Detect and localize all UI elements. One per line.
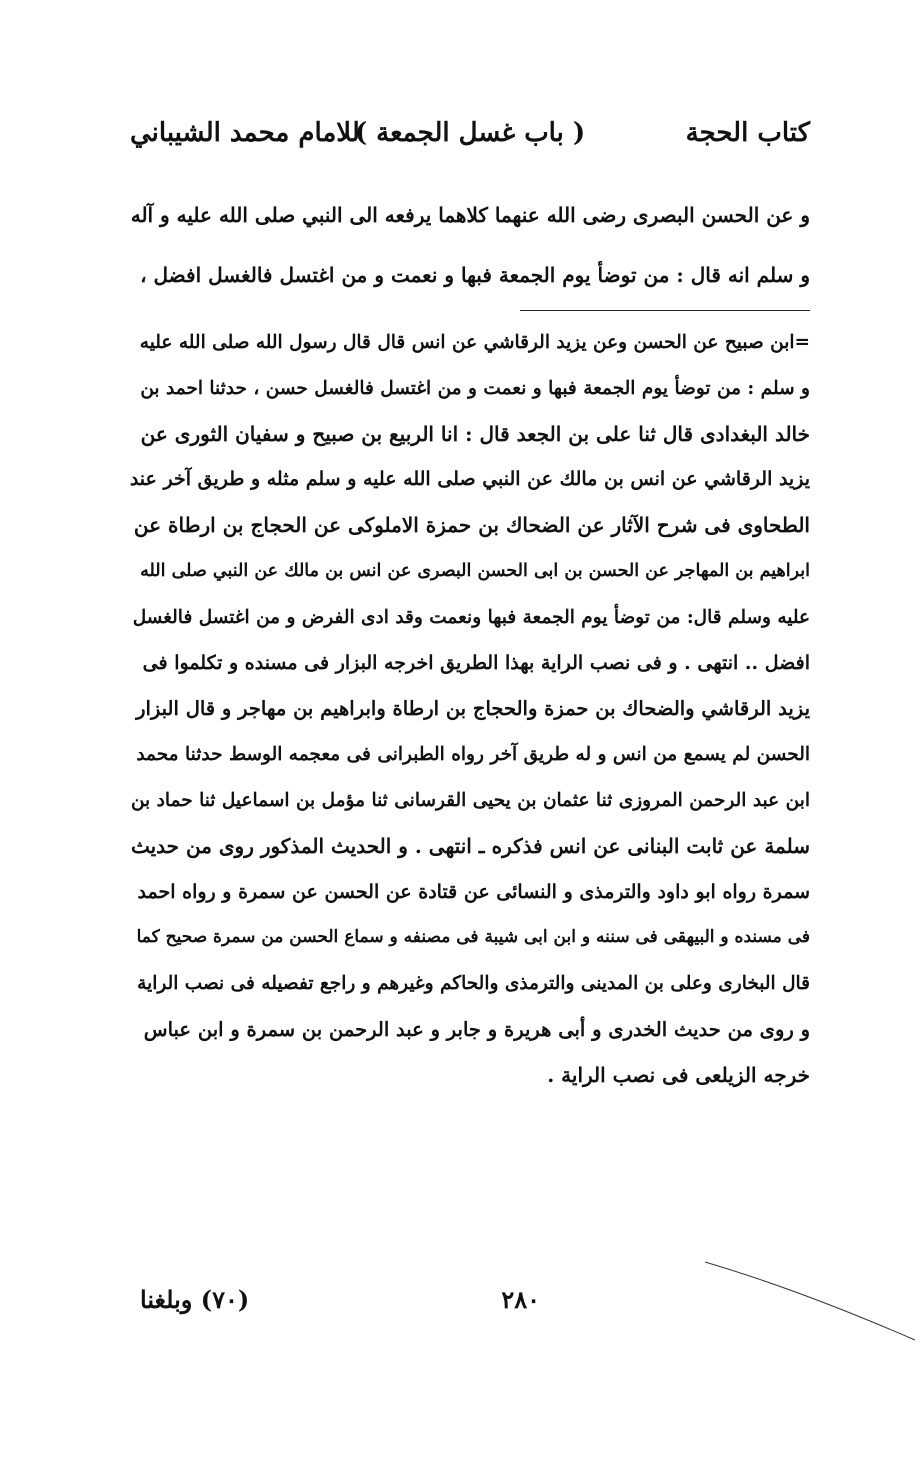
- footnote-line: الحسن لم يسمع من انس و له طريق آخر رواه الطبرانى فى معجمه الوسط حدثنا محمد: [136, 744, 810, 766]
- footnote-line: يزيد الرقاشي عن انس بن مالك عن النبي صلى الله عليه و سلم مثله و طريق آخر عند: [130, 468, 810, 491]
- footnote-line: عليه وسلم قال: من توضأ يوم الجمعة فبها ونعمت وقد ادى الفرض و من اغتسل فالغسل: [132, 606, 810, 628]
- catchword: (٧٠) وبلغنا: [140, 1285, 250, 1314]
- footnote-line: سلمة عن ثابت البنانى عن انس فذكره ـ انتهى . و الحديث المذكور روى من حديث: [130, 833, 810, 858]
- main-text-line: و عن الحسن البصرى رضى الله عنهما كلاهما يرفعه الى النبي صلى الله عليه و آله: [130, 203, 810, 227]
- footnote-line: قال البخارى وعلى بن المدينى والترمذى والحاكم وغيرهم و راجع تفصيله فى نصب الراية: [137, 973, 810, 995]
- author-name: للامام محمد الشيباني: [130, 118, 360, 148]
- main-text-line: و سلم انه قال : من توضأ يوم الجمعة فبها و نعمت و من اغتسل فالغسل افضل ،: [140, 263, 810, 287]
- footnote-line: فى مسنده و البيهقى فى سننه و ابن ابى شيبة فى مصنفه و سماع الحسن من سمرة صحيح كما: [136, 927, 810, 948]
- footnote-line: يزيد الرقاشي والضحاك بن حمزة والحجاج بن ارطاة وابراهيم بن مهاجر و قال البزار: [136, 697, 810, 721]
- footnote-line: خرجه الزيلعى فى نصب الراية .: [547, 1062, 810, 1087]
- footnote-line: و روى من حديث الخدرى و أبى هريرة و جابر و عبد الرحمن بن سمرة و ابن عباس: [143, 1017, 810, 1041]
- footnote-line: سمرة رواه ابو داود والترمذى و النسائى عن قتادة عن الحسن عن سمرة و رواه احمد: [137, 880, 810, 903]
- footnote-line: افضل .. انتهى . و فى نصب الراية بهذا الطريق اخرجه البزار فى مسنده و تكلموا فى: [142, 651, 810, 674]
- book-title: كتاب الحجة: [685, 118, 810, 148]
- chapter-title: ( باب غسل الجمعة ): [354, 118, 586, 148]
- page-number: ٢٨٠: [501, 1285, 540, 1314]
- footnote-line: ابراهيم بن المهاجر عن الحسن بن ابى الحسن البصرى عن انس بن مالك عن النبي صلى الله: [140, 560, 810, 581]
- footnote-line: و سلم : من توضأ يوم الجمعة فبها و نعمت و من اغتسل فالغسل حسن ، حدثنا احمد بن: [140, 377, 810, 399]
- footnote-line: ابن عبد الرحمن المروزى ثنا عثمان بن يحيى القرسانى ثنا مؤمل بن اسماعيل ثنا حماد بن: [130, 789, 810, 811]
- footnote-line: خالد البغدادى قال ثنا على بن الجعد قال : انا الربيع بن صبيح و سفيان الثورى عن: [140, 421, 810, 446]
- footnote-line: =ابن صبيح عن الحسن وعن يزيد الرقاشي عن انس قال قال رسول الله صلى الله عليه: [139, 332, 810, 353]
- footnote-line: الطحاوى فى شرح الآثار عن الضحاك بن حمزة الاملوكى عن الحجاج بن ارطاة عن: [133, 513, 810, 538]
